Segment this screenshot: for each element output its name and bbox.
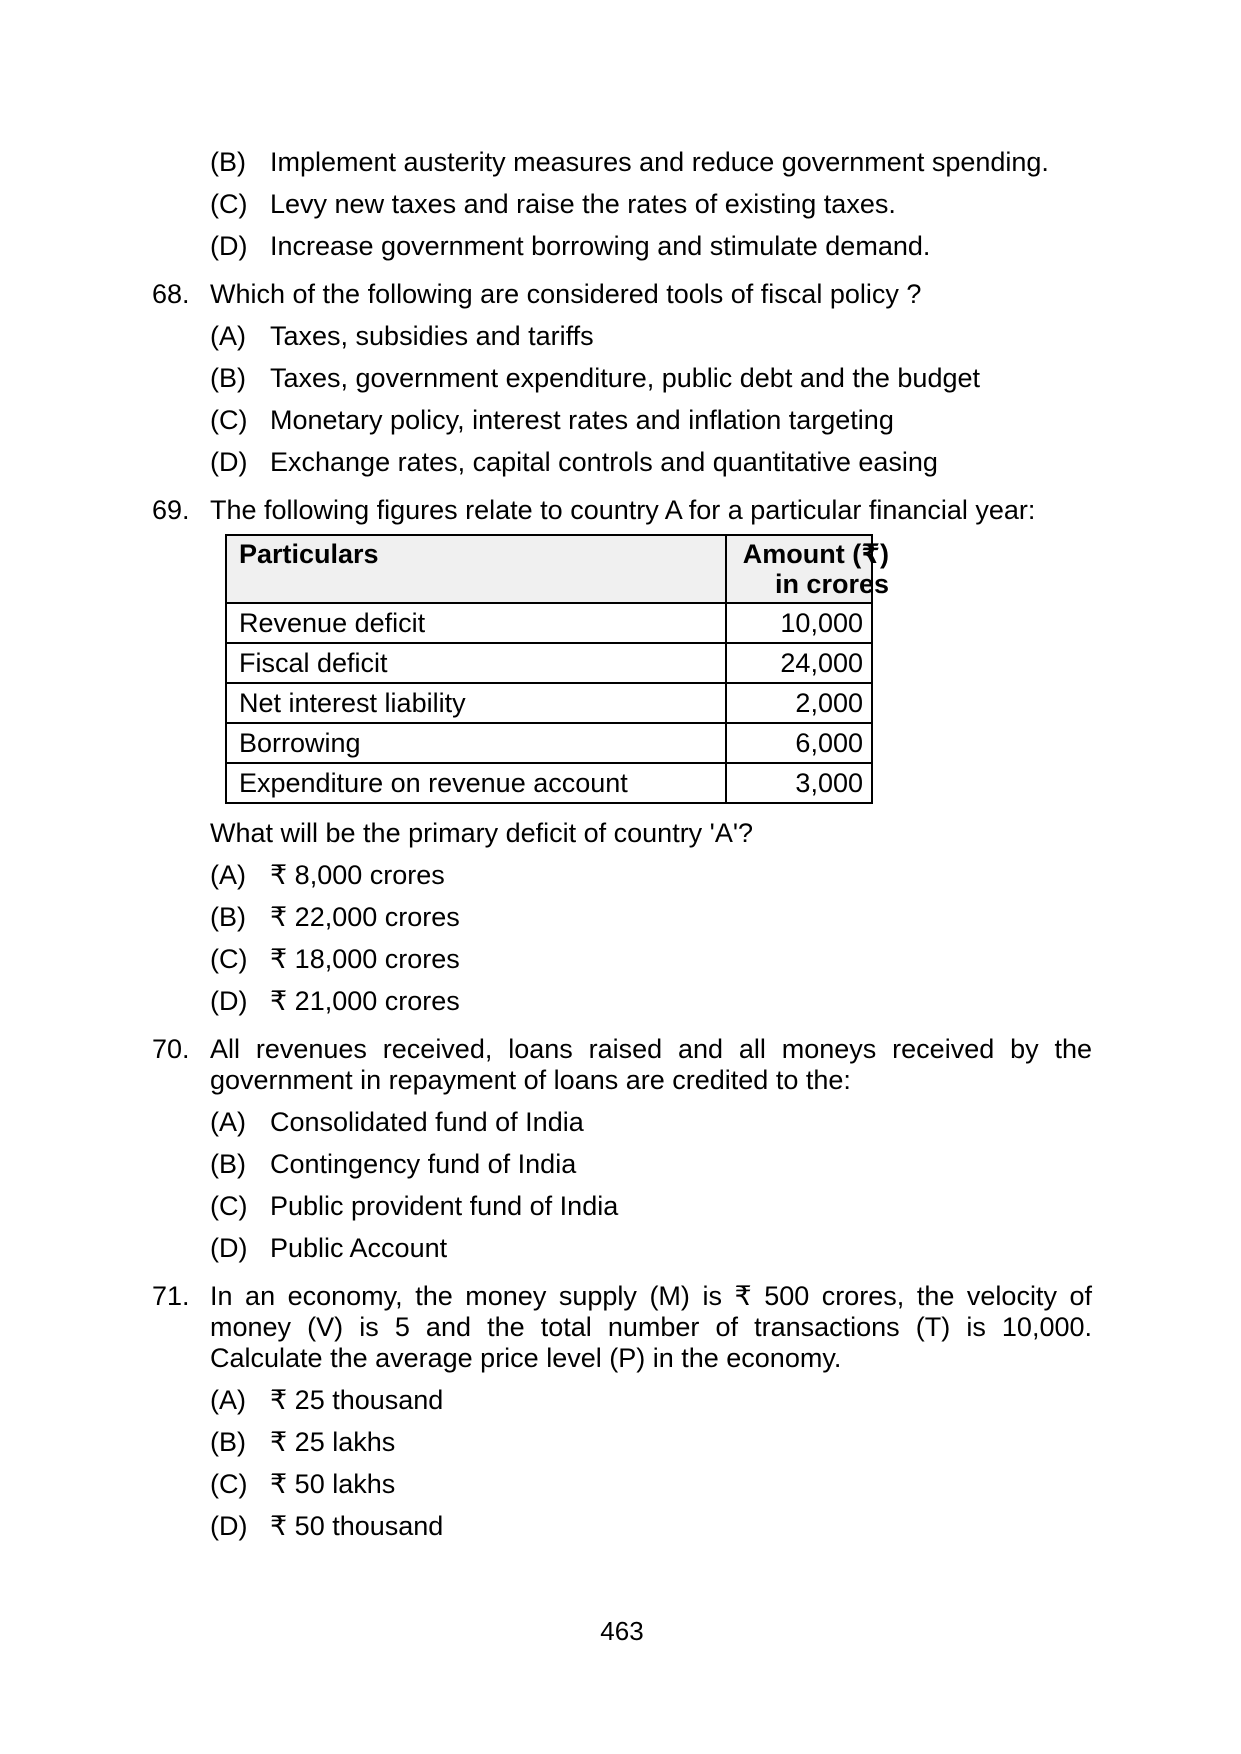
option-row — [210, 1233, 1092, 1264]
option-text: ₹ 50 thousand — [270, 1511, 444, 1541]
option-text: Contingency fund of India — [270, 1149, 577, 1179]
table-row — [226, 763, 872, 803]
table-header-particulars: Particulars — [226, 535, 726, 603]
option-text: Public Account — [270, 1233, 448, 1263]
option-row — [210, 944, 1092, 975]
question-text: In an economy, the money supply (M) is ₹ 500 crores, the velocity of money (V) is 5 and the total number of transactions (T) is 10,000. Calculate the average price level (P) in the economy. — [210, 1281, 1092, 1373]
option-row — [210, 1427, 1092, 1458]
option-text: Implement austerity measures and reduce government spending. — [270, 147, 1049, 177]
option-row — [210, 147, 1092, 178]
sub-question-text: What will be the primary deficit of country 'A'? — [210, 818, 754, 848]
table-cell-amount: 24,000 — [726, 643, 872, 683]
question-text: The following figures relate to country A for a particular financial year: — [210, 495, 1036, 525]
option-label: (D) — [210, 1233, 248, 1263]
table-header-amount-text: Amount (₹) in crores — [742, 539, 889, 599]
question-number: 70. — [152, 1034, 190, 1064]
option-text: Monetary policy, interest rates and inflation targeting — [270, 405, 894, 435]
option-text: Levy new taxes and raise the rates of existing taxes. — [270, 189, 896, 219]
option-text: Taxes, subsidies and tariffs — [270, 321, 594, 351]
option-text: Exchange rates, capital controls and quantitative easing — [270, 447, 938, 477]
table-cell-particular: Fiscal deficit — [226, 643, 726, 683]
option-row — [210, 1385, 1092, 1416]
option-label: (B) — [210, 363, 246, 393]
table-header-row — [226, 535, 872, 603]
question-71 — [152, 1281, 1092, 1374]
option-text: ₹ 22,000 crores — [270, 902, 460, 932]
table-cell-amount: 3,000 — [726, 763, 872, 803]
option-row — [210, 447, 1092, 478]
question-70 — [152, 1034, 1092, 1096]
option-label: (C) — [210, 1469, 248, 1499]
option-row — [210, 1107, 1092, 1138]
option-text: Public provident fund of India — [270, 1191, 619, 1221]
option-row — [210, 1469, 1092, 1500]
option-row — [210, 902, 1092, 933]
option-row — [210, 986, 1092, 1017]
option-label: (C) — [210, 405, 248, 435]
option-label: (D) — [210, 1511, 248, 1541]
option-row — [210, 321, 1092, 352]
option-row — [210, 363, 1092, 394]
option-row — [210, 405, 1092, 436]
table-cell-particular: Expenditure on revenue account — [226, 763, 726, 803]
table-cell-amount: 10,000 — [726, 603, 872, 643]
option-text: ₹ 25 thousand — [270, 1385, 444, 1415]
option-label: (B) — [210, 1149, 246, 1179]
table-cell-particular: Borrowing — [226, 723, 726, 763]
option-text: Increase government borrowing and stimulate demand. — [270, 231, 931, 261]
option-text: Taxes, government expenditure, public debt and the budget — [270, 363, 980, 393]
option-text: ₹ 8,000 crores — [270, 860, 445, 890]
table-header-amount — [726, 535, 889, 603]
table-cell-particular: Revenue deficit — [226, 603, 726, 643]
page-number: 463 — [600, 1616, 644, 1646]
option-text: ₹ 21,000 crores — [270, 986, 460, 1016]
table-row — [226, 723, 872, 763]
question-text: All revenues received, loans raised and all moneys received by the government in repayment of loans are credited to the: — [210, 1034, 1092, 1095]
option-label: (A) — [210, 321, 246, 351]
option-label: (B) — [210, 147, 246, 177]
option-text: ₹ 50 lakhs — [270, 1469, 396, 1499]
question-69 — [152, 495, 1092, 526]
option-row — [210, 1149, 1092, 1180]
table-row — [226, 643, 872, 683]
option-label: (D) — [210, 986, 248, 1016]
table-row — [226, 683, 872, 723]
option-text: ₹ 18,000 crores — [270, 944, 460, 974]
option-label: (A) — [210, 1107, 246, 1137]
figures-table — [225, 534, 889, 804]
question-68 — [152, 279, 1092, 310]
option-row — [210, 860, 1092, 891]
option-label: (C) — [210, 189, 248, 219]
option-row — [210, 231, 1092, 262]
option-text: ₹ 25 lakhs — [270, 1427, 396, 1457]
table-cell-particular: Net interest liability — [226, 683, 726, 723]
question-number: 69. — [152, 495, 190, 525]
table-cell-amount: 2,000 — [726, 683, 872, 723]
question-text: Which of the following are considered tools of fiscal policy ? — [210, 279, 922, 309]
question-number: 68. — [152, 279, 190, 309]
option-label: (C) — [210, 1191, 248, 1221]
option-row — [210, 1191, 1092, 1222]
question-number: 71. — [152, 1281, 190, 1311]
option-row — [210, 189, 1092, 220]
option-row — [210, 1511, 1092, 1542]
option-label: (A) — [210, 1385, 246, 1415]
option-label: (B) — [210, 1427, 246, 1457]
option-label: (D) — [210, 447, 248, 477]
option-label: (D) — [210, 231, 248, 261]
option-label: (B) — [210, 902, 246, 932]
option-label: (A) — [210, 860, 246, 890]
option-text: Consolidated fund of India — [270, 1107, 584, 1137]
option-label: (C) — [210, 944, 248, 974]
table-cell-amount: 6,000 — [726, 723, 872, 763]
table-row — [226, 603, 872, 643]
